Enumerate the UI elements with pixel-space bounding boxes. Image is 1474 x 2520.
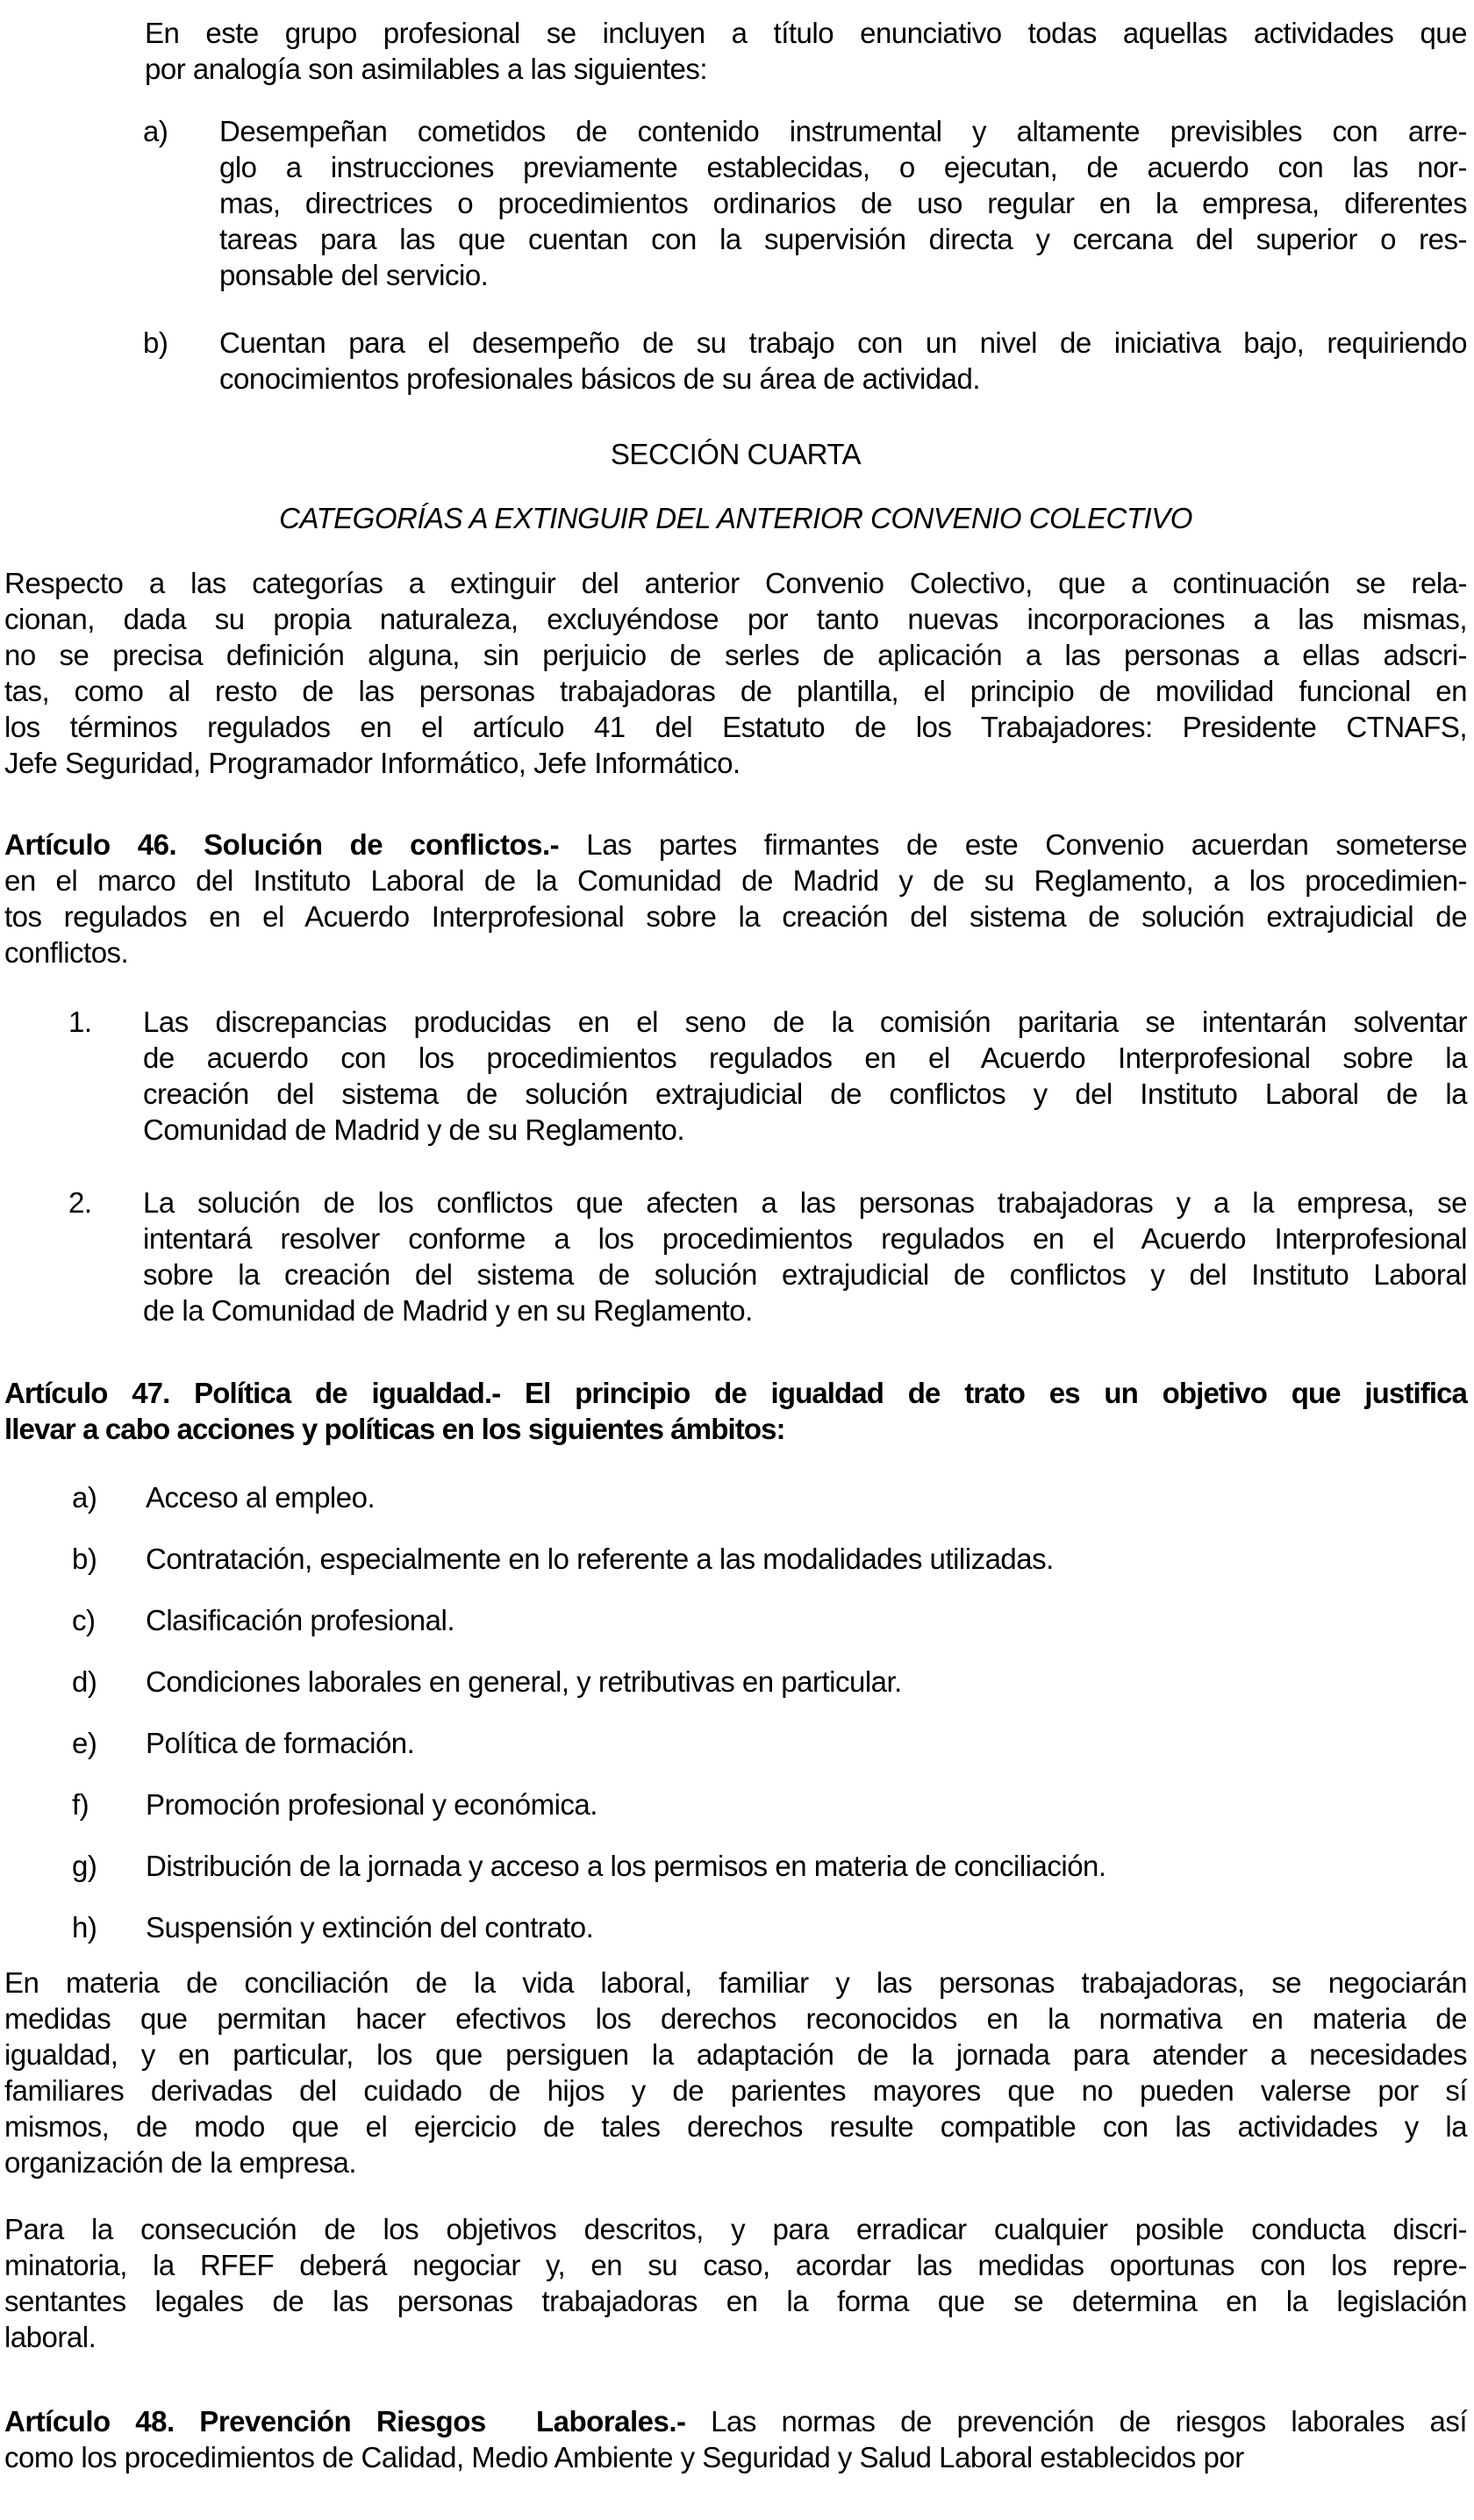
igualdad-list-item-c: [4, 1602, 1467, 1638]
text-line: llevar a cabo acciones y políticas en los siguientes ámbitos:: [4, 1413, 785, 1445]
text-line: de la Comunidad de Madrid y en su Reglamento.: [143, 1294, 753, 1327]
categories-heading: CATEGORÍAS A EXTINGUIR DEL ANTERIOR CONVENIO COLECTIVO: [279, 502, 1192, 534]
igualdad-list-item-a: [4, 1479, 1467, 1515]
group-list-item-b: [4, 325, 1467, 397]
text-line: Respecto a las categorías a extinguir del anterior Convenio Colectivo, que a continuación se rela-: [4, 567, 1467, 599]
list-item-label: c): [72, 1604, 96, 1636]
text-line: organización de la empresa.: [4, 2146, 357, 2179]
page-content: [4, 0, 1467, 2475]
text-line: laboral.: [4, 2321, 97, 2353]
list-item-text: Promoción profesional y económica.: [146, 1788, 597, 1821]
solucion-list-item-2: [4, 1185, 1467, 1328]
text-line: La solución de los conflictos que afecten a las personas trabajadoras y a la empresa, se: [143, 1186, 1467, 1219]
list-item-text: [143, 1185, 1467, 1328]
list-item-label: b): [72, 1543, 97, 1575]
list-item-label: a): [72, 1481, 97, 1514]
consecucion-paragraph: [4, 2211, 1467, 2355]
igualdad-list-item-g: [4, 1848, 1467, 1884]
text-line: en el marco del Instituto Laboral de la Comunidad de Madrid y de su Reglamento, a los procedimien-: [4, 864, 1467, 897]
text-line: Jefe Seguridad, Programador Informático, Jefe Informático.: [4, 747, 741, 779]
list-item-text: [219, 325, 1467, 397]
text-line: sentantes legales de las personas trabajadoras en la forma que se determina en la legislación: [4, 2285, 1467, 2317]
text-line: Las discrepancias producidas en el seno de la comisión paritaria se intentarán solventar: [143, 1006, 1467, 1038]
intro-paragraph: [145, 15, 1467, 87]
list-item-label: g): [72, 1850, 97, 1882]
list-item-text: Acceso al empleo.: [146, 1481, 376, 1514]
list-item-text: [143, 1004, 1467, 1148]
articulo-48-paragraph: [4, 2403, 1467, 2475]
igualdad-list-item-b: [4, 1541, 1467, 1577]
igualdad-list-item-d: [4, 1664, 1467, 1700]
text-line: mismos, de modo que el ejercicio de tales derechos resulte compatible con las actividades y la: [4, 2110, 1467, 2143]
igualdad-list-item-f: [4, 1786, 1467, 1822]
list-item-number: 1.: [68, 1006, 92, 1038]
list-item-label: a): [143, 115, 168, 147]
text-line: Comunidad de Madrid y de su Reglamento.: [143, 1113, 685, 1146]
solucion-list-item-1: [4, 1004, 1467, 1148]
list-item-number: 2.: [68, 1186, 92, 1219]
text-line: medidas que permitan hacer efectivos los derechos reconocidos en la normativa en materia de: [4, 2002, 1467, 2035]
text-line: los términos regulados en el artículo 41 del Estatuto de los Trabajadores: Presidente CTNAFS,: [4, 711, 1467, 743]
igualdad-list-item-h: [4, 1909, 1467, 1945]
text-line: tos regulados en el Acuerdo Interprofesional sobre la creación del sistema de solución extrajudicial de: [4, 900, 1467, 933]
list-item-text: Condiciones laborales en general, y retributivas en particular.: [146, 1665, 902, 1698]
text-line: sobre la creación del sistema de solución extrajudicial de conflictos y del Instituto Laboral: [143, 1258, 1467, 1291]
text-line: mas, directrices o procedimientos ordinarios de uso regular en la empresa, diferentes: [219, 187, 1467, 219]
list-item-text: Distribución de la jornada y acceso a los permisos en materia de conciliación.: [146, 1850, 1106, 1882]
text-line: intentará resolver conforme a los procedimientos regulados en el Acuerdo Interprofesional: [143, 1222, 1467, 1255]
igualdad-list-item-e: [4, 1725, 1467, 1761]
text-line: Artículo 47. Política de igualdad.- El principio de igualdad de trato es un objetivo que justifica: [4, 1377, 1467, 1409]
list-item-label: d): [72, 1665, 97, 1698]
list-item-label: b): [143, 326, 168, 359]
categories-paragraph: [4, 565, 1467, 781]
text-line: Artículo 48. Prevención Riesgos Laborales.- Las normas de prevención de riesgos laborales así: [4, 2405, 1467, 2438]
list-item-text: [219, 113, 1467, 293]
list-item-text: Contratación, especialmente en lo referente a las modalidades utilizadas.: [146, 1543, 1054, 1575]
text-line: creación del sistema de solución extrajudicial de conflictos y del Instituto Laboral de la: [143, 1077, 1467, 1110]
text-line: Para la consecución de los objetivos descritos, y para erradicar cualquier posible conducta discri-: [4, 2213, 1467, 2245]
text-line: ponsable del servicio.: [219, 259, 489, 291]
text-line: no se precisa definición alguna, sin perjuicio de serles de aplicación a las personas a ellas adscri-: [4, 639, 1467, 671]
text-line: de acuerdo con los procedimientos regulados en el Acuerdo Interprofesional sobre la: [143, 1042, 1467, 1074]
section-heading: SECCIÓN CUARTA: [610, 438, 862, 470]
list-item-text: Política de formación.: [146, 1727, 415, 1759]
text-line: Desempeñan cometidos de contenido instrumental y altamente previsibles con arre-: [219, 115, 1467, 147]
text-line: cionan, dada su propia naturaleza, excluyéndose por tanto nuevas incorporaciones a las mismas,: [4, 603, 1467, 635]
text-line: conflictos.: [4, 936, 129, 969]
text-line: minatoria, la RFEF deberá negociar y, en su caso, acordar las medidas oportunas con los repre-: [4, 2249, 1467, 2281]
text-line: familiares derivadas del cuidado de hijos y de parientes mayores que no pueden valerse por sí: [4, 2074, 1467, 2107]
text-line: En materia de conciliación de la vida laboral, familiar y las personas trabajadoras, se negociarán: [4, 1966, 1467, 1999]
text-line: En este grupo profesional se incluyen a título enunciativo todas aquellas actividades que: [145, 17, 1467, 49]
list-item-text: Suspensión y extinción del contrato.: [146, 1911, 594, 1944]
text-line: glo a instrucciones previamente establecidas, o ejecutan, de acuerdo con las nor-: [219, 151, 1467, 183]
list-item-text: Clasificación profesional.: [146, 1604, 455, 1636]
list-item-label: f): [72, 1788, 89, 1821]
text-line: tas, como al resto de las personas trabajadoras de plantilla, el principio de movilidad funcional en: [4, 675, 1467, 707]
conciliacion-paragraph: [4, 1965, 1467, 2180]
text-line: como los procedimientos de Calidad, Medio Ambiente y Seguridad y Salud Laboral establecidos por: [4, 2441, 1244, 2473]
articulo-46-paragraph: [4, 827, 1467, 970]
text-line: Cuentan para el desempeño de su trabajo con un nivel de iniciativa bajo, requiriendo: [219, 326, 1467, 359]
text-line: conocimientos profesionales básicos de su área de actividad.: [219, 362, 981, 395]
text-line: Artículo 46. Solución de conflictos.- Las partes firmantes de este Convenio acuerdan someterse: [4, 828, 1467, 861]
text-line: tareas para las que cuentan con la supervisión directa y cercana del superior o res-: [219, 223, 1467, 255]
list-item-label: h): [72, 1911, 97, 1944]
articulo-47-heading: [4, 1375, 1467, 1447]
text-line: igualdad, y en particular, los que persiguen la adaptación de la jornada para atender a necesidades: [4, 2038, 1467, 2071]
text-line: por analogía son asimilables a las siguientes:: [145, 53, 708, 85]
list-item-label: e): [72, 1727, 97, 1759]
group-list-item-a: [4, 113, 1467, 293]
